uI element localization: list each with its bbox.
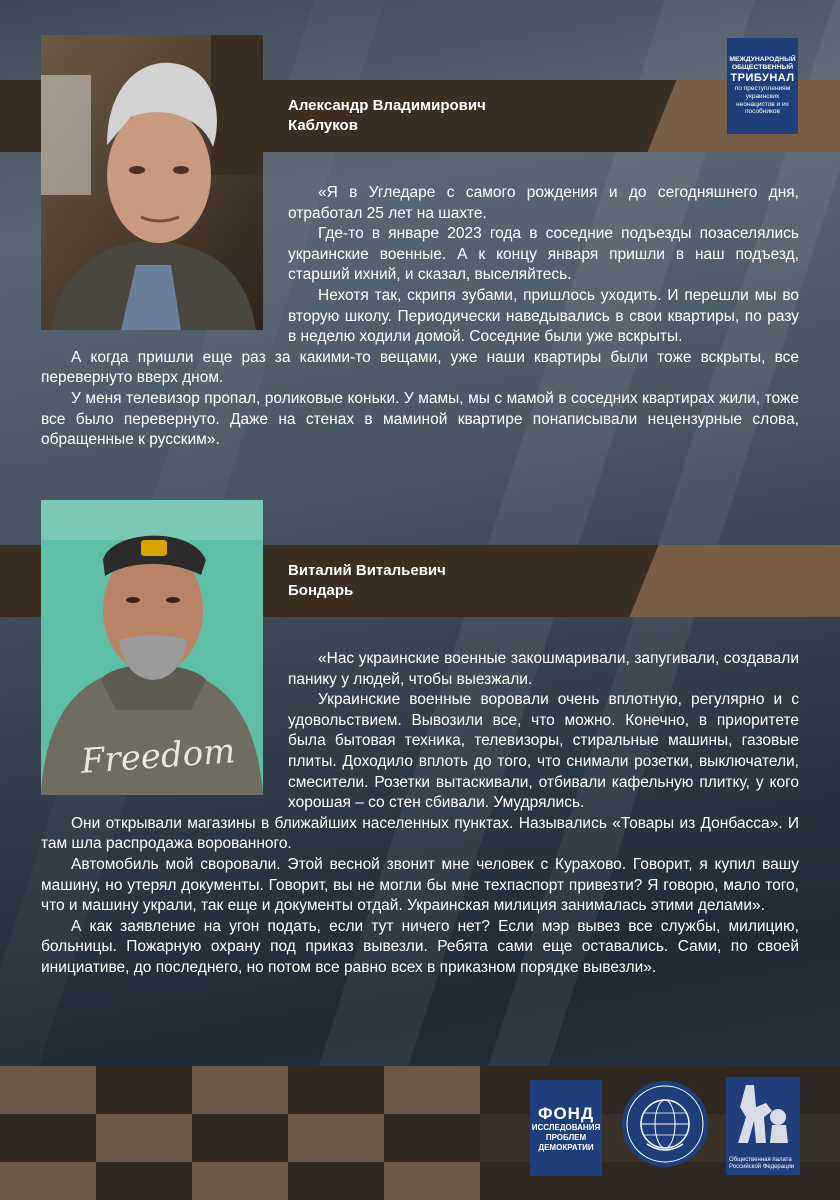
tribunal-logo-line4: по преступлениям украинских неонацистов и их пособников <box>734 85 791 116</box>
tribunal-logo <box>727 38 798 134</box>
fund-logo-line1: ФОНД <box>537 1103 595 1123</box>
footer-pattern <box>0 1066 840 1200</box>
quote-1-paragraph-5: У меня телевизор пропал, роликовые коньки. У мамы, мы с мамой в соседних квартирах жили, тоже все было перевернуто. Даже на стенах в маминой квартире понаписывали нецензурные слова, обращенные к русским». <box>41 389 799 449</box>
person-quote-1 <box>41 183 799 451</box>
quote-1-paragraph-3 <box>41 286 799 348</box>
person-name-2 <box>288 561 446 601</box>
person-name-1-line1: Александр Владимирович <box>288 97 486 114</box>
quote-2-paragraph-4: Автомобиль мой своровали. Этой весной звонит мне человек с Курахово. Говорит, я купил вашу машину, но утерял документы. Говорит, вы не могли бы мне техпаспорт привезти? Я говорю, мало того, что и машину украли, так еще и документы отдай. Украинская милиция занималась этими делами». <box>41 855 799 915</box>
public-chamber-logo <box>726 1077 800 1175</box>
quote-1-paragraph-3-text: Нехотя так, скрипя зубами, пришлось уходить. И перешли мы во вторую школу. Периодически наведывались в свои квартиры, по разу в неделю ходили домой. Соседние были уже вскрыты. <box>288 286 799 346</box>
quote-2-paragraph-3: Они открывали магазины в ближайших населенных пунктах. Назывались «Товары из Донбасса». И там шла распродажа ворованного. <box>41 814 799 853</box>
globe-emblem-icon <box>621 1080 709 1168</box>
quote-2-paragraph-1: «Нас украинские военные закошмаривали, запугивали, создавали панику у людей, чтобы выезжали. <box>288 650 799 688</box>
quote-2-paragraph-2: Украинские военные воровали очень вплотную, регулярно и с удовольствием. Вывозили все, что можно. Конечно, в приоритете была бытовая техника, телевизоры, стиральные машины, газовые плиты. Доходило вплоть до того, что снимали розетки, выключатели, смесители. Розетки вытаскивали, отбивали кафельную плитку, у кого хорошая – со стен сбивали. Умудрялись. <box>288 691 799 812</box>
quote-2-paragraph-5: А как заявление на угон подать, если тут ничего нет? Если мэр вывез все службы, милицию, больницы. Пожарную охрану под приказ вывезли. Ребята сами еще оставались. Сами, по своей инициативе, до последнего, но потом все равно всех в приказном порядке вывезли». <box>41 917 799 976</box>
fund-logo-line3: ПРОБЛЕМ <box>545 1132 587 1142</box>
person-name-1 <box>288 96 486 136</box>
quote-1-paragraph-2: Где-то в январе 2023 года в соседние подъезды позаселялись украинские военные. А к концу января пришли в наш подъезд, старший ихний, и сказал, выселяйтесь. <box>288 225 799 284</box>
fund-logo-line4: ДЕМОКРАТИИ <box>538 1142 594 1152</box>
fund-logo <box>530 1080 602 1176</box>
person-quote-2 <box>41 649 799 979</box>
person-name-2-line2: Бондарь <box>288 582 354 599</box>
quote-1-paragraph-1: «Я в Угледаре с самого рождения и до сегодняшнего дня, отработал 25 лет на шахте. <box>288 184 799 222</box>
monument-icon <box>726 1077 800 1147</box>
fund-logo-line2: ИССЛЕДОВАНИЯ <box>531 1122 601 1132</box>
person-name-2-line1: Виталий Витальевич <box>288 562 446 579</box>
tribunal-logo-line3: ТРИБУНАЛ <box>730 72 795 85</box>
tribunal-logo-line1: МЕЖДУНАРОДНЫЙ <box>729 56 796 64</box>
person-name-1-line2: Каблуков <box>288 117 358 134</box>
tribunal-logo-line2: ОБЩЕСТВЕННЫЙ <box>731 64 794 72</box>
hoodie-text: Freedom <box>79 731 237 782</box>
quote-1-paragraph-4: А когда пришли еще раз за какими-то вещами, уже наши квартиры были тоже вскрыты, все перевернуто вверх дном. <box>41 348 799 387</box>
public-chamber-caption: Общественная палата Российской Федерации <box>729 1157 795 1170</box>
